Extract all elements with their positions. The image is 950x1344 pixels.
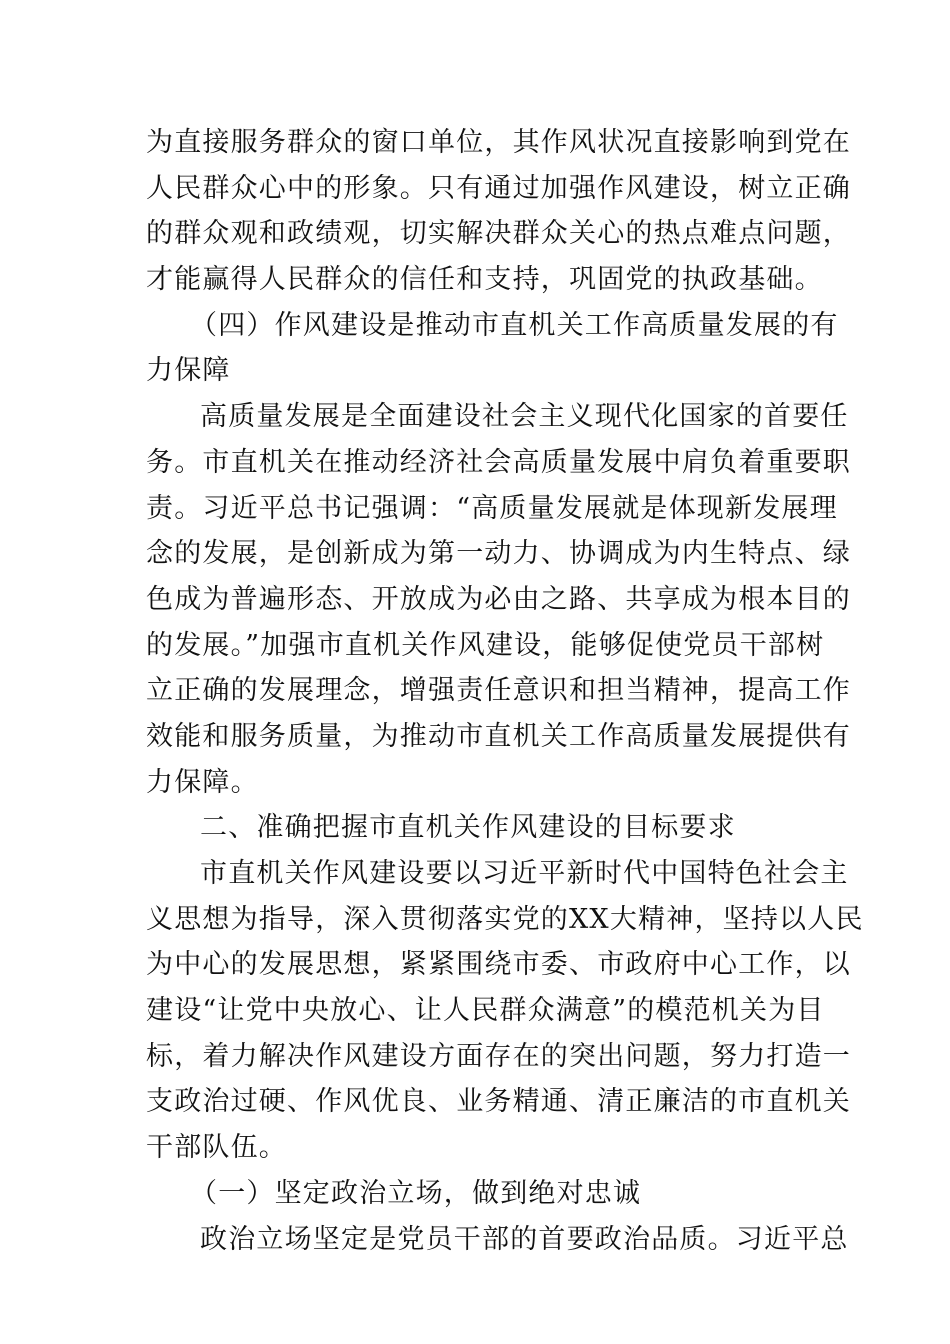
paragraph-line: 高质量发展是全面建设社会主义现代化国家的首要任 [200,401,849,433]
paragraph-line: 标，着力解决作风建设方面存在的突出问题，努力打造一 [146,1040,851,1072]
paragraph-line: 市直机关作风建设要以习近平新时代中国特色社会主 [200,858,849,889]
section-heading: 二、准确把握市直机关作风建设的目标要求 [200,812,736,844]
paragraph-line: 立正确的发展理念，增强责任意识和担当精神，提高工作 [146,675,851,707]
paragraph-line: 才能赢得人民群众的信任和支持，巩固党的执政基础。 [146,264,823,296]
paragraph-line: 政治立场坚定是党员干部的首要政治品质。习近平总 [200,1223,849,1255]
paragraph-line: 干部队伍。 [146,1132,287,1164]
paragraph-line: 的群众观和政绩观，切实解决群众关心的热点难点问题， [146,218,851,250]
section-heading: （四）作风建设是推动市直机关工作高质量发展的有 [190,309,839,341]
paragraph-line: 支政治过硬、作风优良、业务精通、清正廉洁的市直机关 [146,1086,851,1118]
paragraph-line: 为直接服务群众的窗口单位，其作风状况直接影响到党在 [146,127,851,158]
paragraph-line: 为中心的发展思想，紧紧围绕市委、市政府中心工作，以 [146,949,851,981]
document-body [146,120,864,1262]
paragraph-line: 色成为普遍形态、开放成为必由之路、共享成为根本目的 [146,583,851,615]
paragraph-line: 力保障。 [146,766,259,798]
paragraph-line: 念的发展，是创新成为第一动力、协调成为内生特点、绿 [146,538,851,570]
paragraph-line: 义思想为指导，深入贯彻落实党的XX大精神，坚持以人民 [146,903,864,935]
section-heading: （一）坚定政治立场，做到绝对忠诚 [190,1177,642,1209]
paragraph-line: 效能和服务质量，为推动市直机关工作高质量发展提供有 [146,720,851,752]
paragraph-line: 务。市直机关在推动经济社会高质量发展中肩负着重要职 [146,446,851,478]
paragraph-line: 的发展。”加强市直机关作风建设，能够促使党员干部树 [146,629,825,661]
paragraph-line: 建设“让党中央放心、让人民群众满意”的模范机关为目 [146,995,825,1027]
paragraph-line: 人民群众心中的形象。只有通过加强作风建设，树立正确 [146,172,851,204]
section-heading-continuation: 力保障 [146,355,231,387]
paragraph-line: 责。习近平总书记强调：“高质量发展就是体现新发展理 [146,492,838,524]
